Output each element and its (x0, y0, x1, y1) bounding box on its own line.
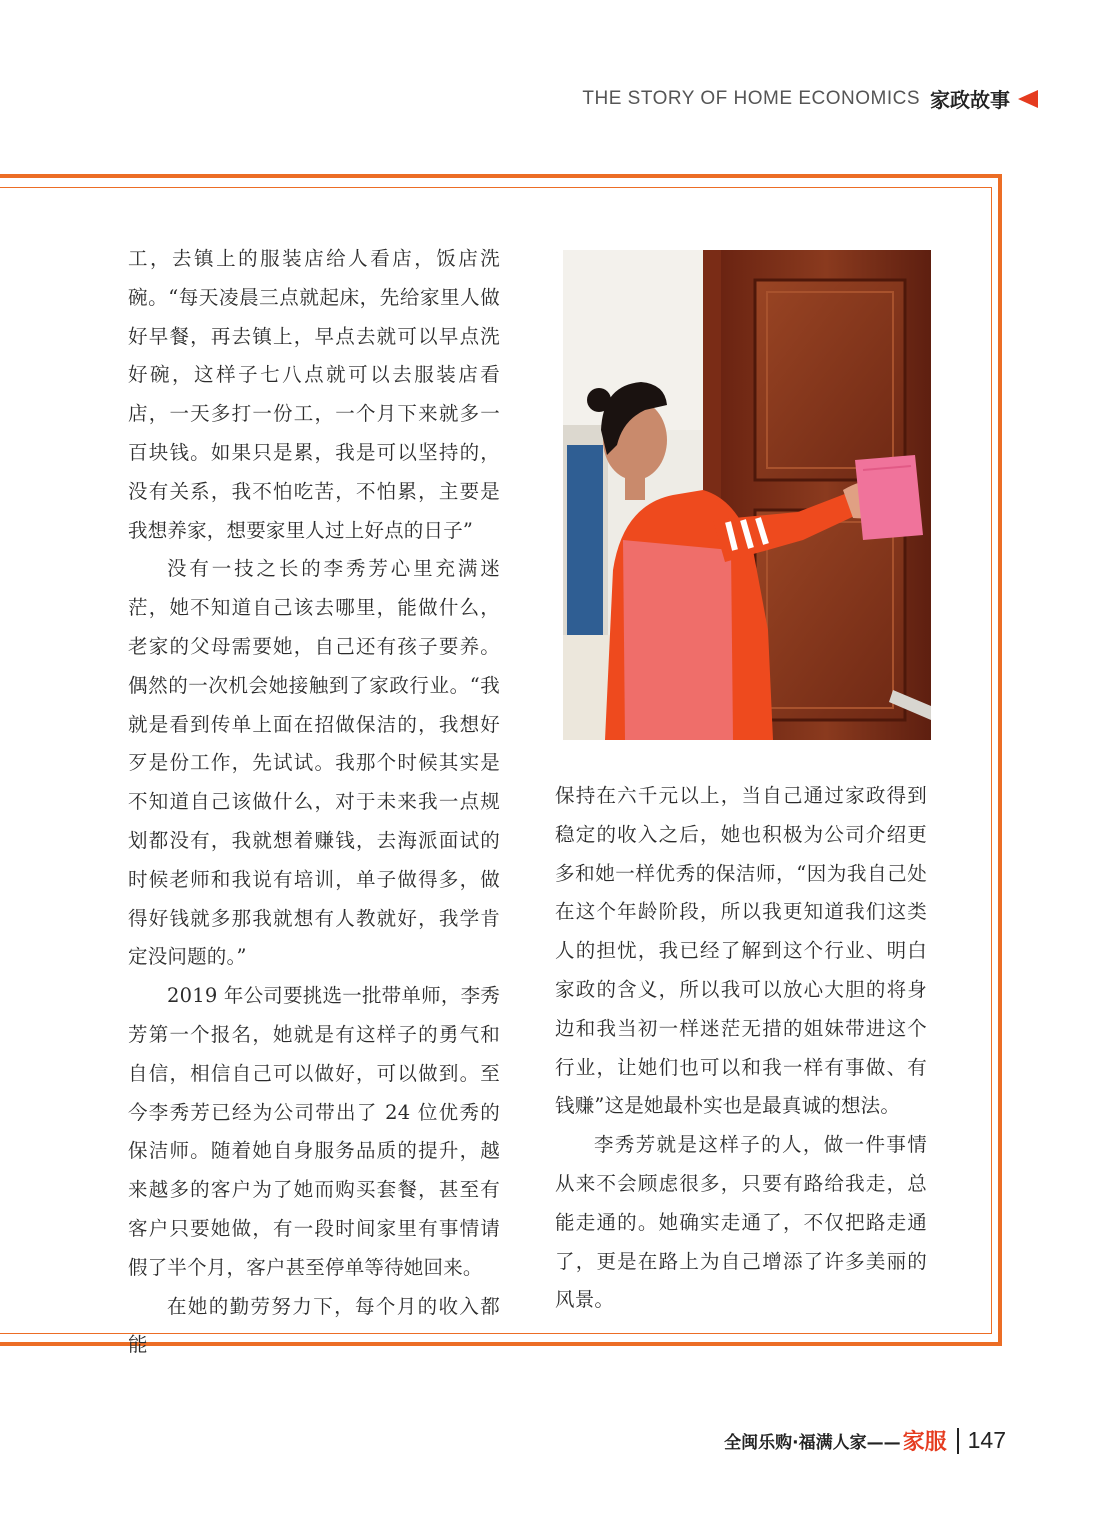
footer-brand: 家服 (902, 1430, 947, 1455)
article-paragraph: 工，去镇上的服装店给人看店，饭店洗碗。“每天凌晨三点就起床，先给家里人做好早餐，再去镇上，早点去就可以早点洗好碗，这样子七八点就可以去服装店看店，一天多打一份工，一个月下来就多一百块钱。如果只是累，我是可以坚持的，没有关系，我不怕吃苦，不怕累，主要是我想养家，想要家里人过上好点的日子” (128, 247, 500, 542)
footer-divider (957, 1428, 959, 1454)
triangle-marker-icon (1018, 90, 1038, 108)
article-column-right (555, 777, 927, 1320)
section-title-en: THE STORY OF HOME ECONOMICS (582, 87, 920, 109)
article-photo (563, 250, 931, 740)
article-paragraph: 李秀芳就是这样子的人，做一件事情从来不会顾虑很多，只要有路给我走，总能走通的。她确实走通了，不仅把路走通了，更是在路上为自己增添了许多美丽的风景。 (555, 1133, 927, 1312)
footer-slogan: 全闽乐购·福满人家—— (724, 1433, 901, 1453)
running-header (582, 84, 1010, 113)
section-title-cn: 家政故事 (930, 88, 1010, 112)
page-footer (724, 1425, 1006, 1456)
article-paragraph: 没有一技之长的李秀芳心里充满迷茫，她不知道自己该去哪里，能做什么，老家的父母需要她，自己还有孩子要养。偶然的一次机会她接触到了家政行业。“我就是看到传单上面在招做保洁的，我想好歹是份工作，先试试。我那个时候其实是不知道自己该做什么，对于未来我一点规划都没有，我就想着赚钱，去海派面试的时候老师和我说有培训，单子做得多，做得好钱就多那我就想有人教就好，我学肯定没问题的。” (128, 557, 500, 969)
article-paragraph: 保持在六千元以上，当自己通过家政得到稳定的收入之后，她也积极为公司介绍更多和她一样优秀的保洁师，“因为我自己处在这个年龄阶段，所以我更知道我们这类人的担忧，我已经了解到这个行业、明白家政的含义，所以我可以放心大胆的将身边和我当初一样迷茫无措的姐妹带进这个行业，让她们也可以和我一样有事做、有钱赚”这是她最朴实也是最真诚的想法。 (555, 784, 927, 1118)
article-paragraph: 在她的勤劳努力下，每个月的收入都能 (128, 1294, 500, 1357)
page-number: 147 (967, 1427, 1006, 1453)
article-column-left (128, 240, 500, 1365)
article-paragraph: 2019 年公司要挑选一批带单师，李秀芳第一个报名，她就是有这样子的勇气和自信，相信自己可以做好，可以做到。至今李秀芳已经为公司带出了 24 位优秀的保洁师。随着她自身服务品质的提升，越来越多的客户为了她而购买套餐，甚至有客户只要她做，有一段时间家里有事情请假了半个月，客户甚至停单等待她回来。 (128, 984, 500, 1279)
